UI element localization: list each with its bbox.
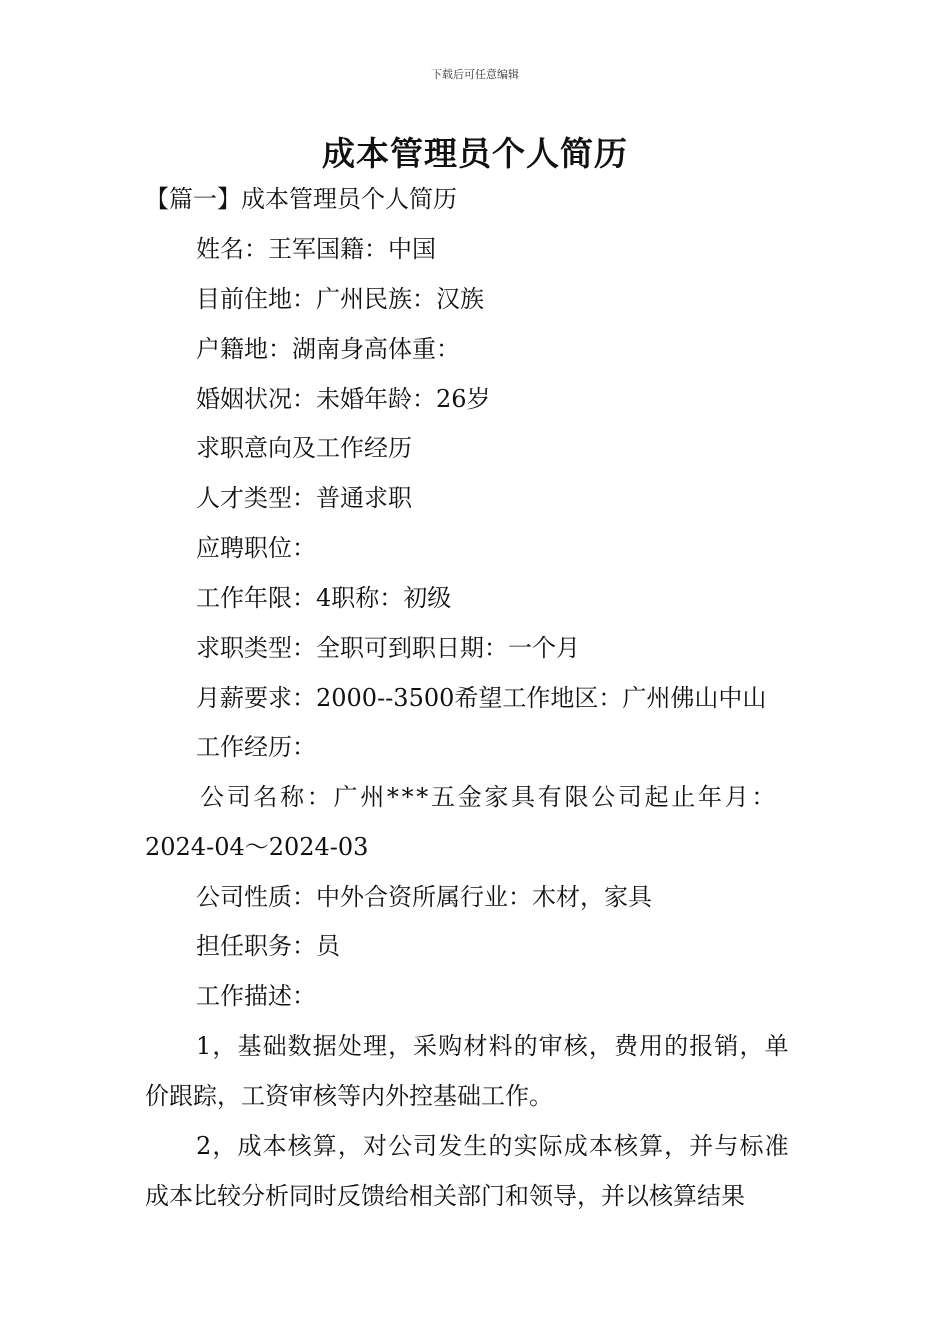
field-company-nature-industry: 公司性质：中外合资所属行业：木材，家具 [196, 883, 652, 911]
document-title: 成本管理员个人简历 [322, 134, 628, 173]
field-hukou-height-weight: 户籍地：湖南身高体重： [196, 335, 460, 363]
header-note: 下载后可任意编辑 [431, 68, 519, 81]
description-item-2-line-1: 2，成本核算，对公司发生的实际成本核算，并与标准 [196, 1132, 790, 1160]
field-position-held: 担任职务：员 [196, 932, 340, 960]
field-years-title: 工作年限：4职称：初级 [196, 584, 452, 612]
field-job-type-start: 求职类型：全职可到职日期：一个月 [196, 634, 580, 662]
section-heading: 【篇一】成本管理员个人简历 [145, 185, 457, 213]
subheading-work-description: 工作描述： [196, 982, 316, 1010]
field-applied-position: 应聘职位： [196, 534, 316, 562]
field-name-nationality: 姓名：王军国籍：中国 [196, 235, 436, 263]
field-company-name: 公司名称：广州***五金家具有限公司起止年月： [200, 783, 779, 811]
subheading-job-intent: 求职意向及工作经历 [196, 434, 412, 462]
field-salary-location: 月薪要求：2000--3500希望工作地区：广州佛山中山 [196, 684, 767, 712]
field-company-period: 2024-04～2024-03 [145, 833, 369, 861]
field-talent-type: 人才类型：普通求职 [196, 484, 412, 512]
description-item-1-line-1: 1，基础数据处理，采购材料的审核，费用的报销，单 [196, 1032, 790, 1060]
description-item-1-line-2: 价跟踪，工资审核等内外控基础工作。 [145, 1082, 553, 1110]
field-residence-ethnicity: 目前住地：广州民族：汉族 [196, 285, 484, 313]
subheading-work-experience: 工作经历： [196, 733, 316, 761]
description-item-2-line-2: 成本比较分析同时反馈给相关部门和领导，并以核算结果 [145, 1182, 745, 1210]
field-marital-age: 婚姻状况：未婚年龄：26岁 [196, 385, 491, 413]
